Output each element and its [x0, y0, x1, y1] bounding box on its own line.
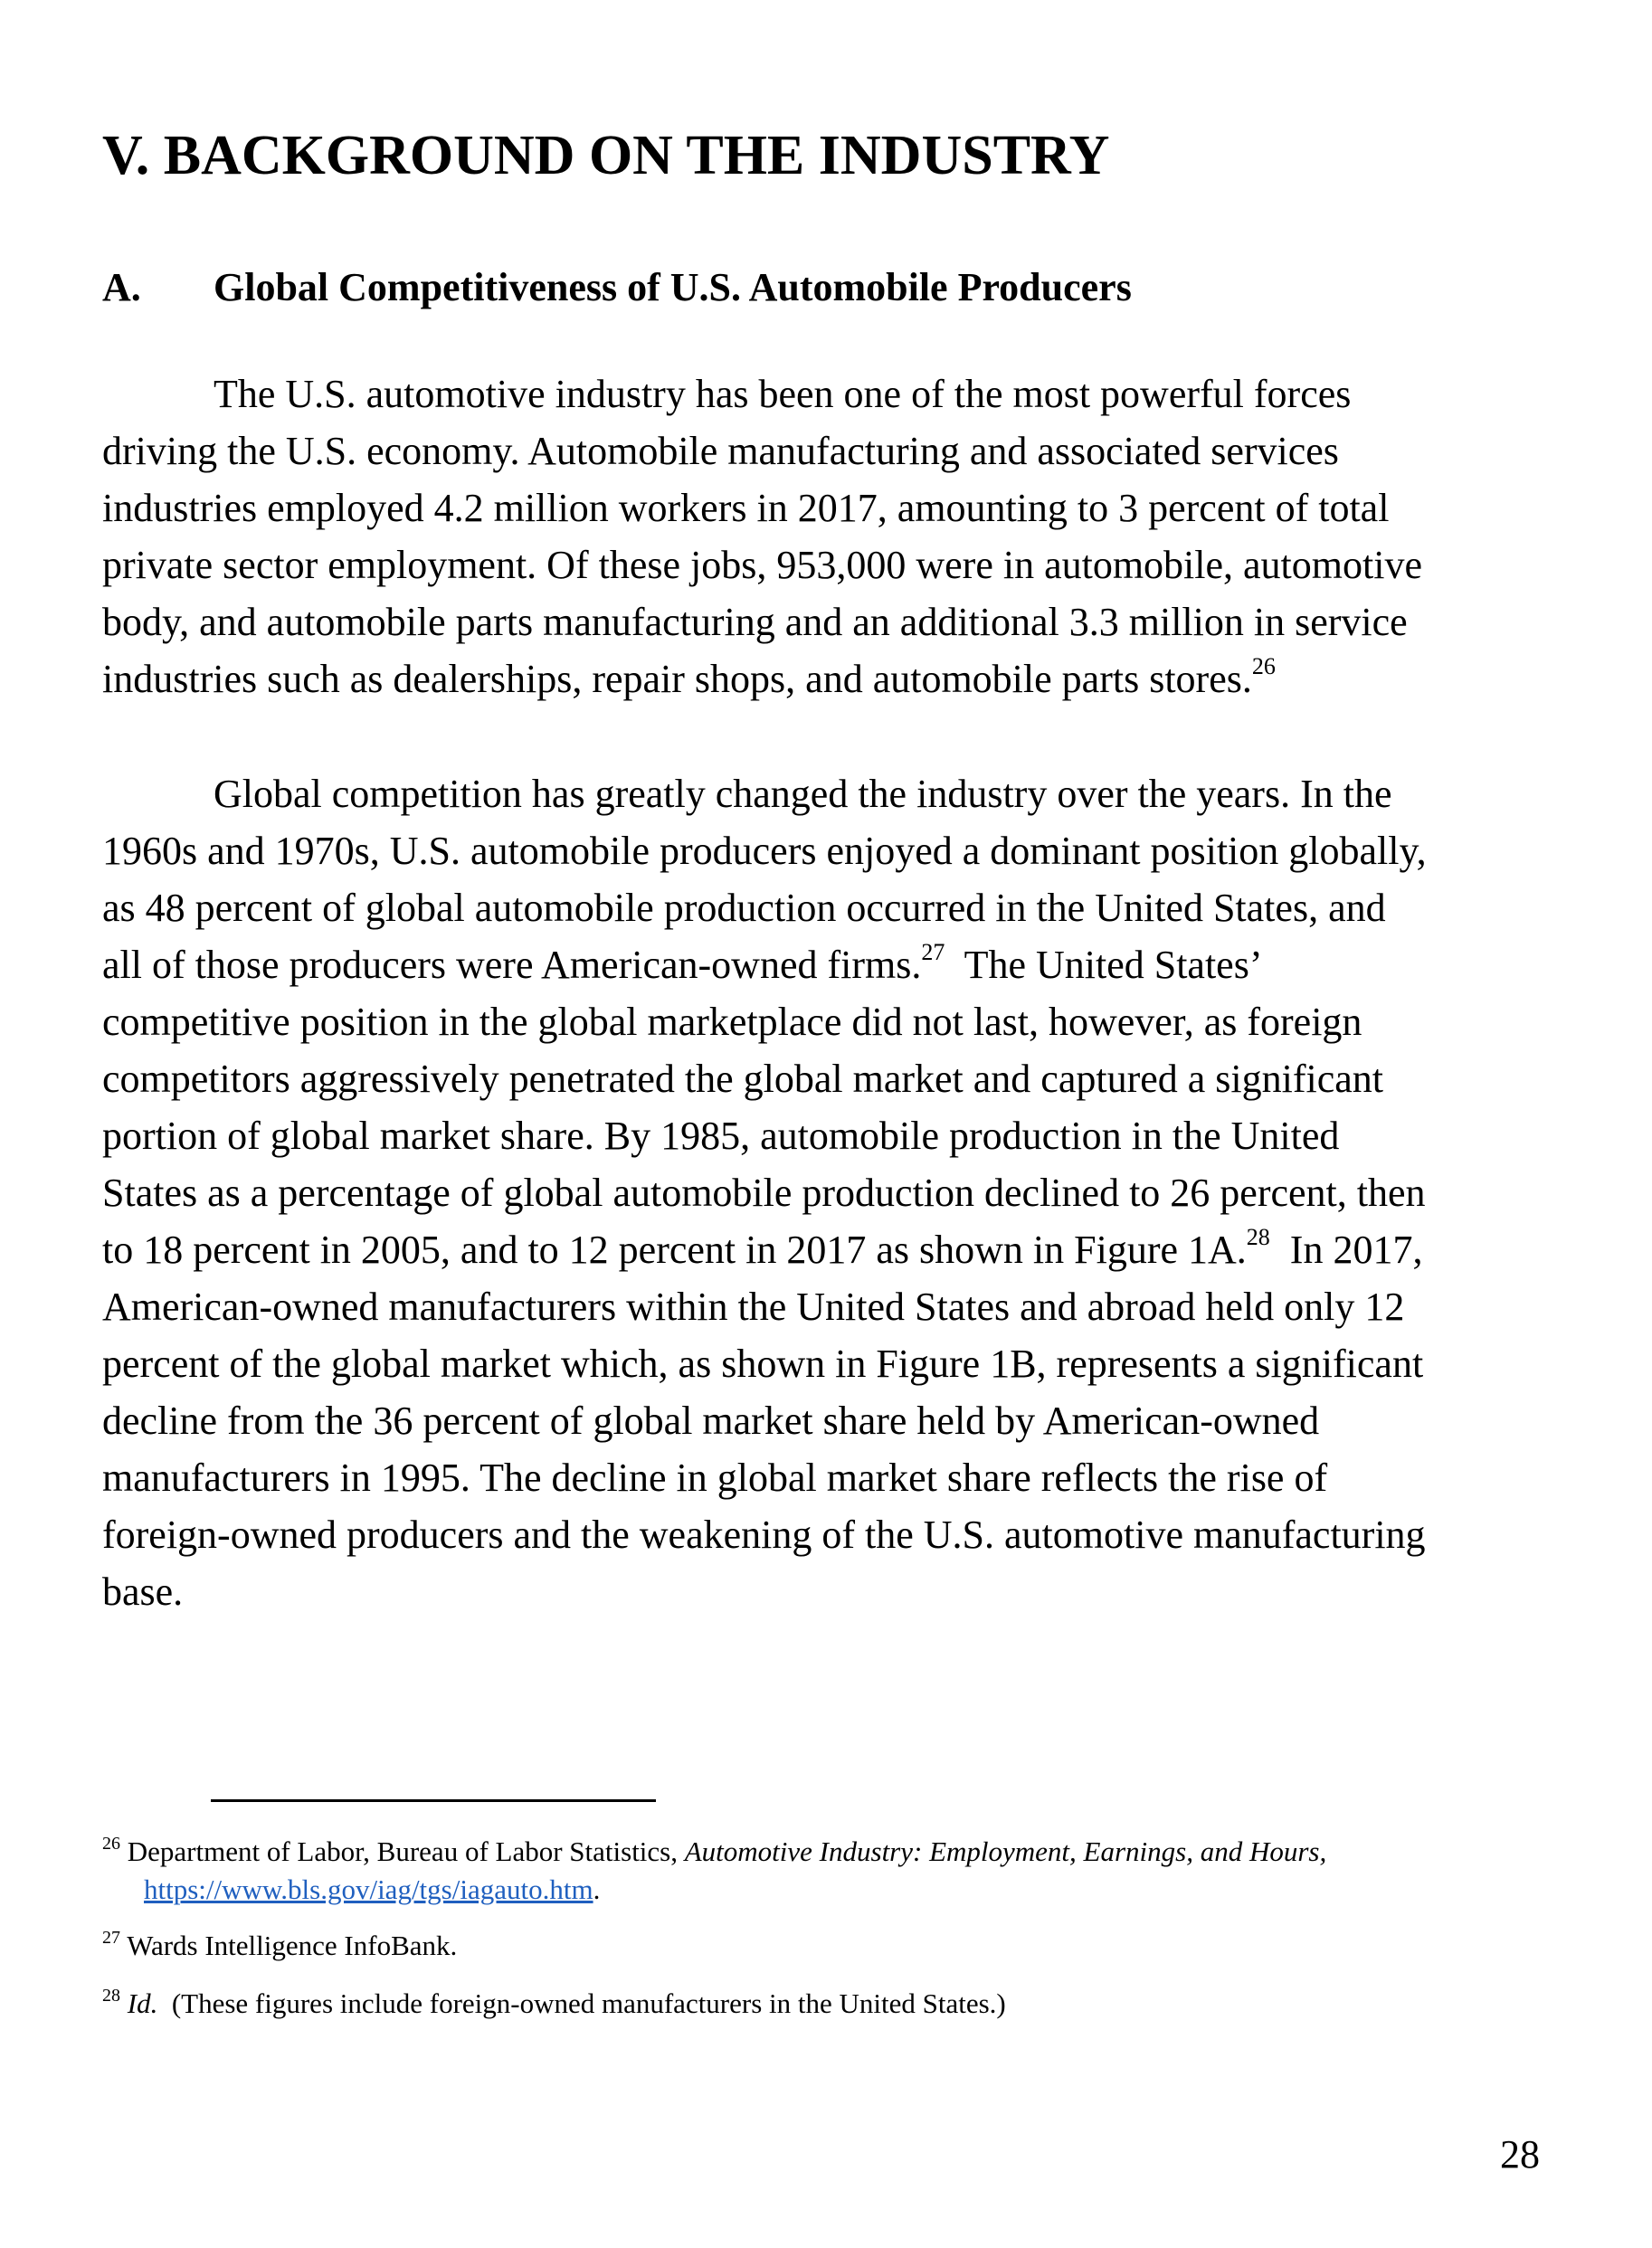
subsection-letter: A. — [102, 265, 141, 309]
section-heading: V. BACKGROUND ON THE INDUSTRY — [102, 125, 1110, 186]
paragraph-line-text: industries such as dealerships, repair shops, and automobile parts stores. — [102, 657, 1252, 701]
paragraph-line-text: to 18 percent in 2005, and to 12 percent in 2017 as shown in Figure 1A. — [102, 1228, 1247, 1272]
paragraph-line-with-ref — [102, 650, 1550, 707]
footnote-27 — [102, 1927, 1586, 1965]
footnote-link[interactable]: https://www.bls.gov/iag/tgs/iagauto.htm — [144, 1873, 593, 1905]
paragraph-line: driving the U.S. economy. Automobile manufacturing and associated services — [102, 429, 1339, 473]
subsection-title: Global Competitiveness of U.S. Automobile Producers — [214, 265, 1132, 309]
paragraph-line-with-ref — [102, 1221, 1550, 1278]
paragraph-line: The U.S. automotive industry has been one of the most powerful forces — [214, 372, 1352, 416]
footnotes — [102, 1833, 1586, 2023]
footnote-number: 28 — [102, 1985, 120, 2006]
paragraph-line: industries employed 4.2 million workers in 2017, amounting to 3 percent of total — [102, 486, 1390, 530]
paragraph-line: manufacturers in 1995. The decline in global market share reflects the rise of — [102, 1456, 1328, 1500]
paragraph-line: portion of global market share. By 1985, automobile production in the United — [102, 1114, 1340, 1158]
footnote-ref-27[interactable]: 27 — [921, 939, 945, 966]
footnote-line — [102, 1871, 1586, 1909]
footnote-number: 26 — [102, 1833, 120, 1854]
paragraph-line: States as a percentage of global automobile production declined to 26 percent, then — [102, 1171, 1426, 1215]
footnote-text: Wards Intelligence InfoBank. — [120, 1930, 458, 1961]
footnote-line — [102, 1985, 1586, 2023]
footnote-ref-28[interactable]: 28 — [1246, 1224, 1270, 1251]
paragraph-line-text: all of those producers were American-owned firms. — [102, 943, 922, 987]
footnote-line — [102, 1833, 1586, 1871]
paragraph-line: body, and automobile parts manufacturing and an additional 3.3 million in service — [102, 600, 1408, 644]
paragraph-1 — [102, 365, 1550, 707]
footnote-title: Automotive Industry: Employment, Earnings, and Hours, — [684, 1835, 1327, 1867]
paragraph-line: foreign-owned producers and the weakening of the U.S. automotive manufacturing — [102, 1513, 1426, 1557]
footnote-26 — [102, 1833, 1586, 1909]
paragraph-line: decline from the 36 percent of global market share held by American-owned — [102, 1399, 1320, 1443]
paragraph-line-text: In 2017, — [1269, 1228, 1423, 1272]
subsection-heading — [102, 261, 1132, 315]
paragraph-line: base. — [102, 1570, 184, 1614]
paragraph-line: as 48 percent of global automobile production occurred in the United States, and — [102, 886, 1386, 930]
footnote-separator — [211, 1799, 656, 1802]
paragraph-2 — [102, 765, 1550, 1620]
paragraph-line-with-ref — [102, 936, 1550, 993]
paragraph-line-text: The United States’ — [945, 943, 1263, 987]
footnote-ref-26[interactable]: 26 — [1251, 653, 1276, 680]
footnote-line — [102, 1927, 1586, 1965]
paragraph-line: 1960s and 1970s, U.S. automobile producers enjoyed a dominant position globally, — [102, 829, 1427, 873]
paragraph-line: Global competition has greatly changed the industry over the years. In the — [214, 772, 1392, 816]
footnote-citation: Id. — [127, 1987, 158, 2019]
page-number: 28 — [1500, 2132, 1540, 2177]
paragraph-line: private sector employment. Of these jobs, 953,000 were in automobile, automotive — [102, 543, 1422, 587]
footnote-text: Department of Labor, Bureau of Labor Statistics, — [120, 1835, 685, 1867]
footnote-28 — [102, 1985, 1586, 2023]
paragraph-line: percent of the global market which, as shown in Figure 1B, represents a significant — [102, 1342, 1424, 1386]
footnote-text: . — [593, 1873, 601, 1905]
paragraph-line: competitors aggressively penetrated the global market and captured a significant — [102, 1057, 1384, 1101]
paragraph-line: competitive position in the global marketplace did not last, however, as foreign — [102, 1000, 1362, 1044]
footnote-number: 27 — [102, 1927, 120, 1948]
footnote-text: (These figures include foreign-owned manufacturers in the United States.) — [157, 1987, 1006, 2019]
paragraph-line: American-owned manufacturers within the United States and abroad held only 12 — [102, 1285, 1405, 1329]
